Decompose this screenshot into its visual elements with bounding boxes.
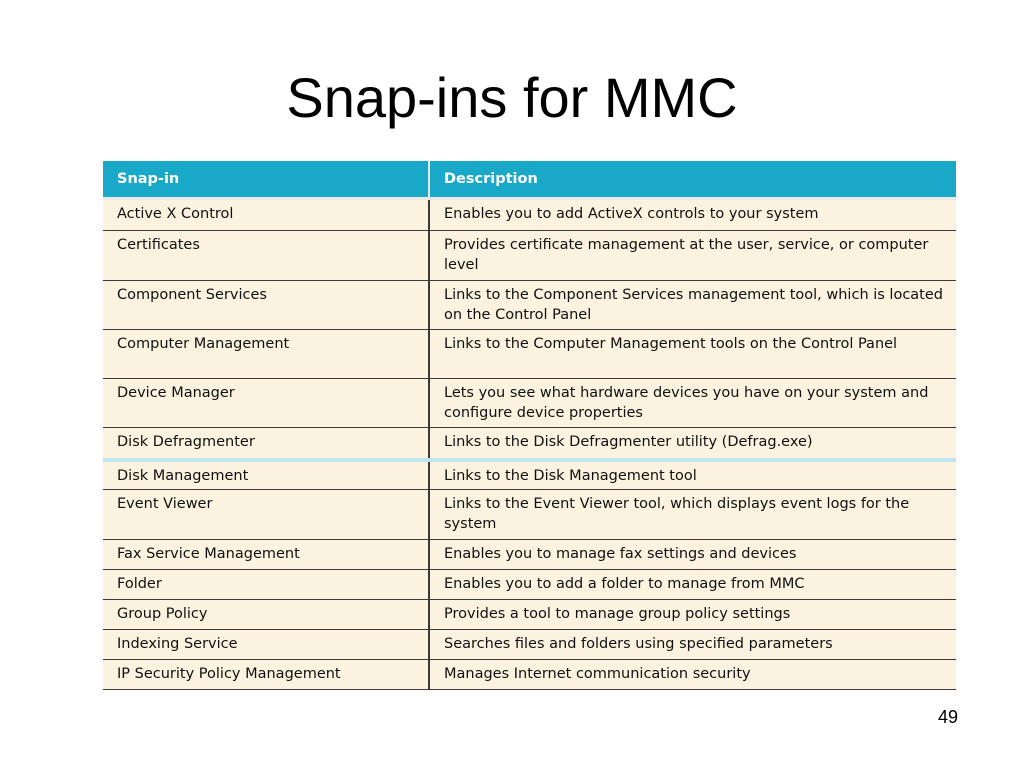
snapin-cell: Disk Management (117, 468, 249, 484)
description-cell: Enables you to manage fax settings and devices (428, 540, 956, 569)
description-cell: Enables you to add ActiveX controls to your system (428, 200, 956, 230)
description-cell: Links to the Disk Management tool (428, 462, 956, 489)
table-header-row (103, 161, 956, 200)
table-row (103, 600, 956, 630)
slide-title: Snap-ins for MMC (286, 66, 738, 129)
header-snapin: Snap-in (117, 171, 180, 187)
description-cell: Links to the Event Viewer tool, which displays event logs for the system (428, 490, 956, 539)
table-row (103, 231, 956, 281)
table-row (103, 330, 956, 379)
page-number: 49 (938, 707, 959, 727)
table-row (103, 490, 956, 540)
description-cell: Manages Internet communication security (428, 660, 956, 689)
description-cell: Lets you see what hardware devices you have on your system and configure device properties (428, 379, 956, 427)
snapin-cell: Indexing Service (117, 636, 238, 652)
snapin-cell: Event Viewer (117, 496, 213, 512)
description-cell: Enables you to add a folder to manage from MMC (428, 570, 956, 599)
snapin-cell: IP Security Policy Management (117, 666, 341, 682)
table-row (103, 458, 956, 490)
snapin-cell: Disk Defragmenter (117, 434, 255, 450)
description-cell: Links to the Disk Defragmenter utility (Defrag.exe) (428, 428, 956, 458)
table-row (103, 540, 956, 570)
snapin-table (103, 161, 956, 690)
snapin-cell: Fax Service Management (117, 546, 300, 562)
table-row (103, 570, 956, 600)
header-description: Description (428, 161, 956, 197)
snapin-cell: Computer Management (117, 336, 290, 352)
snapin-cell: Component Services (117, 287, 267, 303)
table-row (103, 281, 956, 330)
description-cell: Provides a tool to manage group policy settings (428, 600, 956, 629)
table-row (103, 660, 956, 690)
table-row (103, 379, 956, 428)
description-cell: Links to the Component Services management tool, which is located on the Control Panel (428, 281, 956, 329)
snapin-cell: Certificates (117, 237, 200, 253)
table-row (103, 630, 956, 660)
table-row (103, 200, 956, 231)
snapin-cell: Active X Control (117, 206, 234, 222)
table-row (103, 428, 956, 458)
description-cell: Provides certificate management at the user, service, or computer level (428, 231, 956, 280)
snapin-cell: Folder (117, 576, 162, 592)
description-cell: Links to the Computer Management tools on the Control Panel (428, 330, 956, 378)
snapin-cell: Device Manager (117, 385, 235, 401)
description-cell: Searches files and folders using specified parameters (428, 630, 956, 659)
snapin-cell: Group Policy (117, 606, 208, 622)
